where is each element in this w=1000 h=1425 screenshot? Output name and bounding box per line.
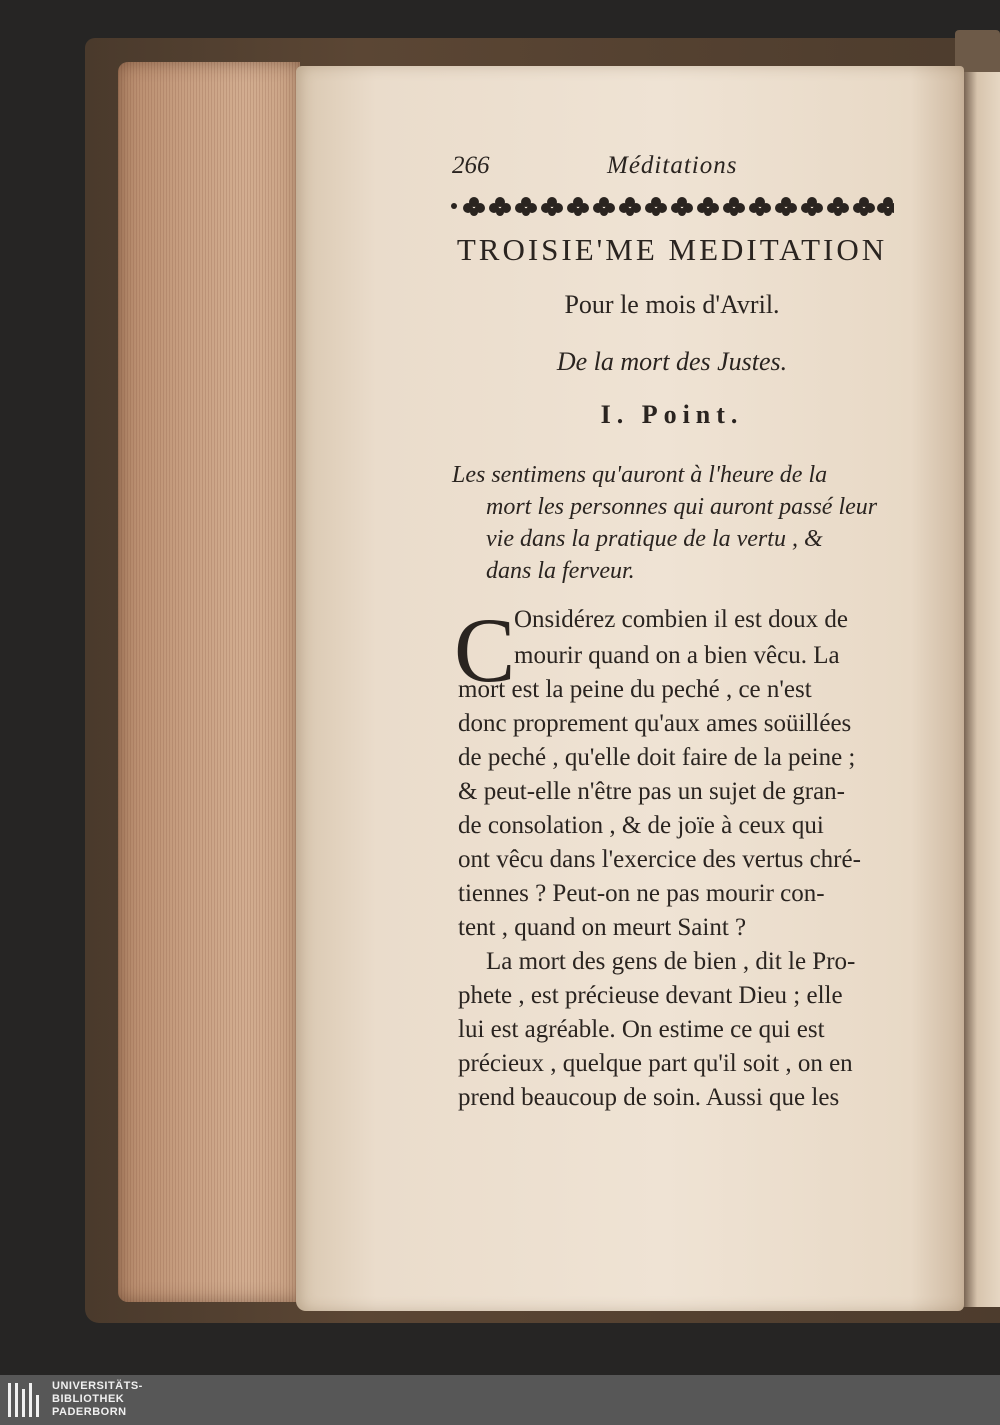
body-line: de peché , qu'elle doit faire de la peine ; [458, 744, 856, 771]
library-name-line: UNIVERSITÄTS- [52, 1380, 143, 1392]
summary-line: vie dans la pratique de la vertu , & [486, 526, 823, 552]
library-name [52, 1380, 143, 1419]
body-line: Onsidérez combien il est doux de [514, 606, 848, 633]
body-line: lui est agréable. On estime ce qui est [458, 1016, 825, 1043]
facing-page-edge [962, 72, 1000, 1307]
meditation-subtitle: Pour le mois d'Avril. [564, 290, 780, 319]
drop-cap: C [454, 599, 516, 701]
meditation-topic: De la mort des Justes. [556, 347, 788, 376]
running-head-title: Méditations [607, 152, 738, 179]
body-line: La mort des gens de bien , dit le Pro- [486, 948, 856, 975]
library-name-line: BIBLIOTHEK [52, 1393, 125, 1405]
ornament-band [446, 193, 894, 219]
body-line: mourir quand on a bien vêcu. La [514, 642, 840, 669]
summary-line: Les sentimens qu'auront à l'heure de la [452, 462, 828, 488]
body-line: précieux , quelque part qu'il soit , on en [458, 1050, 853, 1077]
body-line: & peut-elle n'être pas un sujet de gran- [458, 778, 845, 805]
page-edges [118, 62, 300, 1302]
meditation-title: TROISIE'ME MEDITATION [456, 232, 888, 267]
summary-line: dans la ferveur. [486, 558, 635, 584]
body-line: phete , est précieuse devant Dieu ; elle [458, 982, 843, 1009]
body-line: de consolation , & de joïe à ceux qui [458, 812, 824, 839]
body-line: ont vêcu dans l'exercice des vertus chré- [458, 846, 861, 873]
library-logo-icon [6, 1379, 46, 1421]
body-line: prend beaucoup de soin. Aussi que les [458, 1084, 840, 1111]
summary-line: mort les personnes qui auront passé leur [486, 494, 878, 520]
body-line: tiennes ? Peut-on ne pas mourir con- [458, 880, 825, 907]
body-line: donc proprement qu'aux ames soüillées [458, 710, 852, 737]
body-line: mort est la peine du peché , ce n'est [458, 676, 812, 703]
body-line: tent , quand on meurt Saint ? [458, 914, 747, 941]
point-heading: I. Point. [600, 400, 744, 429]
page-number: 266 [452, 152, 490, 179]
library-footer [0, 1375, 1000, 1425]
library-name-line: PADERBORN [52, 1406, 127, 1418]
